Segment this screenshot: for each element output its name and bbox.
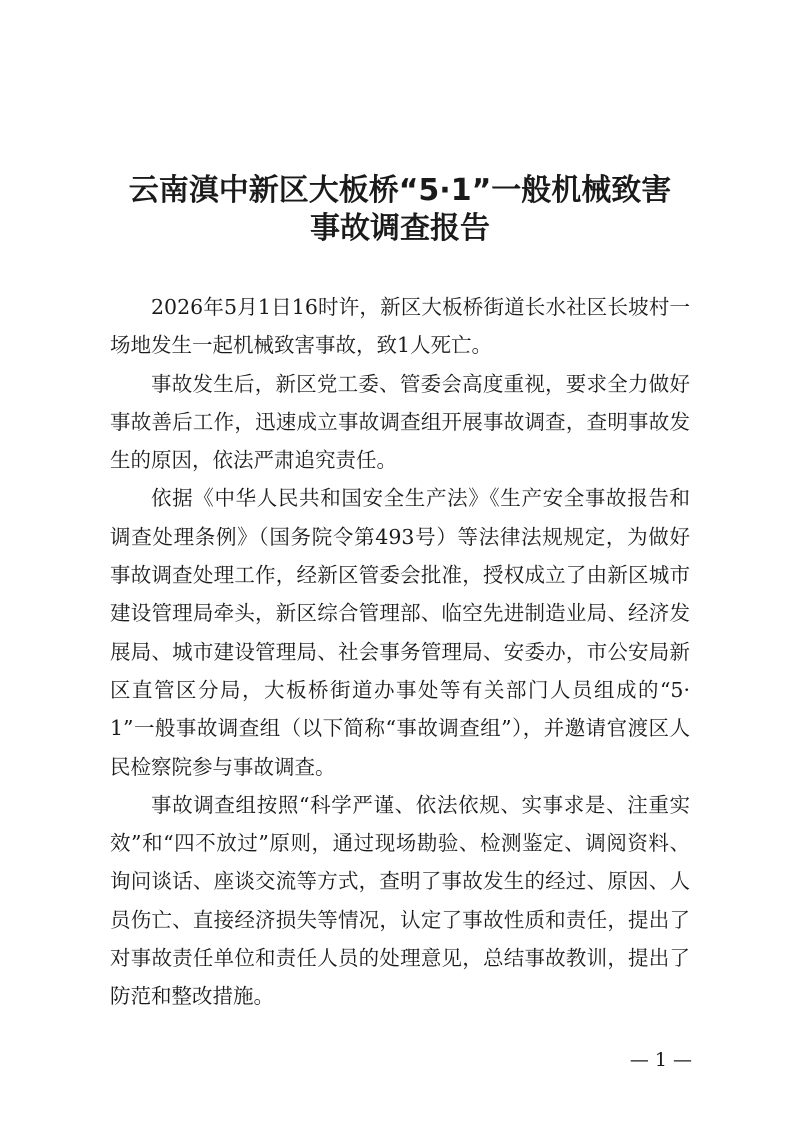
paragraph-incident-summary: 2026年5月1日16时许，新区大板桥街道长水社区长坡村一场地发生一起机械致害事故，致1人死亡。 <box>110 295 690 358</box>
report-body <box>110 288 690 1016</box>
paragraph-investigation-method: 事故调查组按照“科学严谨、依法依规、实事求是、注重实效”和“四不放过”原则，通过现场勘验、检测鉴定、调阅资料、询问谈话、座谈交流等方式，查明了事故发生的经过、原因、人员伤亡、直接经济损失等情况，认定了事故性质和责任，提出了对事故责任单位和责任人员的处理意见，总结事故教训，提出了防范和整改措施。 <box>110 792 690 1009</box>
report-title-line-2: 事故调查报告 <box>310 211 490 246</box>
page-number: — 1 — <box>629 1049 692 1071</box>
paragraph-response: 事故发生后，新区党工委、管委会高度重视，要求全力做好事故善后工作，迅速成立事故调查组开展事故调查，查明事故发生的原因，依法严肃追究责任。 <box>110 371 690 473</box>
paragraph-legal-basis: 依据《中华人民共和国安全生产法》《生产安全事故报告和调查处理条例》（国务院令第493号）等法律法规规定，为做好事故调查处理工作，经新区管委会批准，授权成立了由新区城市建设管理局牵头，新区综合管理部、临空先进制造业局、经济发展局、城市建设管理局、社会事务管理局、安委办，市公安局新区直管区分局，大板桥街道办事处等有关部门人员组成的“5·1”一般事故调查组（以下简称“事故调查组”），并邀请官渡区人民检察院参与事故调查。 <box>110 486 690 779</box>
report-title-line-1: 云南滇中新区大板桥“5·1”一般机械致害 <box>128 173 672 208</box>
